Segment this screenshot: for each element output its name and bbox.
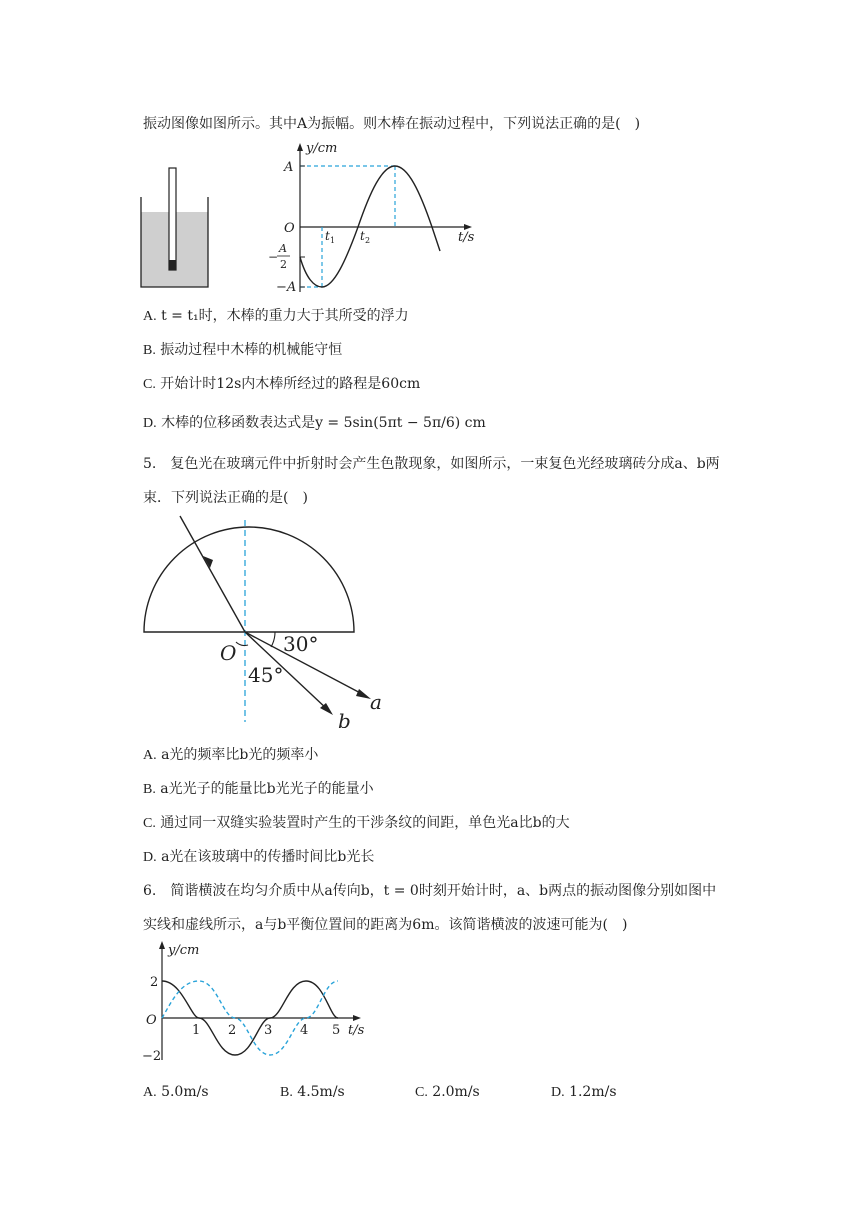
q4-tick-halfA-num: A [279,242,287,255]
q5-stem-line2: 束．下列说法正确的是( ) [143,490,308,506]
q5-option-c: C. 通过同一双缝实验装置时产生的干涉条纹的间距，单色光a比b的大 [143,815,570,831]
q4-beaker-figure [138,162,214,292]
q5-option-b: B. a光光子的能量比b光光子的能量小 [143,781,374,797]
q5-glass-figure [140,510,400,728]
q6-y-bottom: −2 [142,1049,162,1064]
q4-vibration-graph [262,140,482,300]
q6-stem-line1: 6. 简谐横波在均匀介质中从a传向b，t = 0时刻开始计时，a、b两点的振动图像分别如图中 [143,883,717,899]
q4-option-b: B. 振动过程中木棒的机械能守恒 [143,342,343,358]
q4-tick-t2: t [360,229,365,243]
q6-x-tick-4: 4 [300,1023,309,1038]
q4-ylabel: y/cm [306,141,338,156]
q5-ray-a: a [370,690,382,714]
q5-option-d: D. a光在该玻璃中的传播时间比b光长 [143,849,375,865]
q6-x-tick-5: 5 [332,1023,341,1038]
q5-origin: O [220,641,237,665]
q4-option-a: A. t = t₁时，木棒的重力大于其所受的浮力 [143,308,409,324]
q4-xlabel: t/s [458,230,475,245]
q5-angle-b: 45° [248,663,284,687]
q4-tick-halfA-den: 2 [280,258,287,271]
q6-x-tick-3: 3 [264,1023,273,1038]
q4-tick-t1: t [325,229,330,243]
q6-vibration-graph [140,938,380,1066]
q6-stem-line2: 实线和虚线所示，a与b平衡位置间的距离为6m。该简谐横波的波速可能为( ) [143,917,628,933]
q4-option-d: D. 木棒的位移函数表达式是y = 5sin(5πt − 5π/6) cm [143,415,486,431]
q4-option-c: C. 开始计时12s内木棒所经过的路程是60cm [143,376,421,392]
q4-tick-t2-sub: 2 [365,236,371,245]
q6-option-c: C. 2.0m/s [415,1084,480,1100]
q6-option-a: A. 5.0m/s [143,1084,209,1100]
q6-ylabel: y/cm [168,943,200,958]
q4-origin: O [284,221,295,236]
q6-option-b: B. 4.5m/s [280,1084,345,1100]
q4-tick-negA: −A [276,280,297,295]
q4-tick-halfA-sign: − [268,250,279,264]
q6-y-top: 2 [150,975,159,990]
q6-origin: O [146,1013,157,1028]
q4-intro: 振动图像如图所示。其中A为振幅。则木棒在振动过程中，下列说法正确的是( ) [143,116,641,132]
q5-ray-b: b [338,709,351,728]
q6-x-tick-2: 2 [228,1023,237,1038]
q5-option-a: A. a光的频率比b光的频率小 [143,747,319,763]
q4-tick-t1-sub: 1 [330,236,336,245]
q6-xlabel: t/s [348,1023,365,1038]
q6-x-tick-1: 1 [192,1023,201,1038]
q4-tick-A: A [284,160,294,175]
q6-option-d: D. 1.2m/s [551,1084,617,1100]
q5-stem-line1: 5. 复色光在玻璃元件中折射时会产生色散现象，如图所示，一束复色光经玻璃砖分成a、b两 [143,456,720,472]
q5-angle-a: 30° [283,632,319,656]
